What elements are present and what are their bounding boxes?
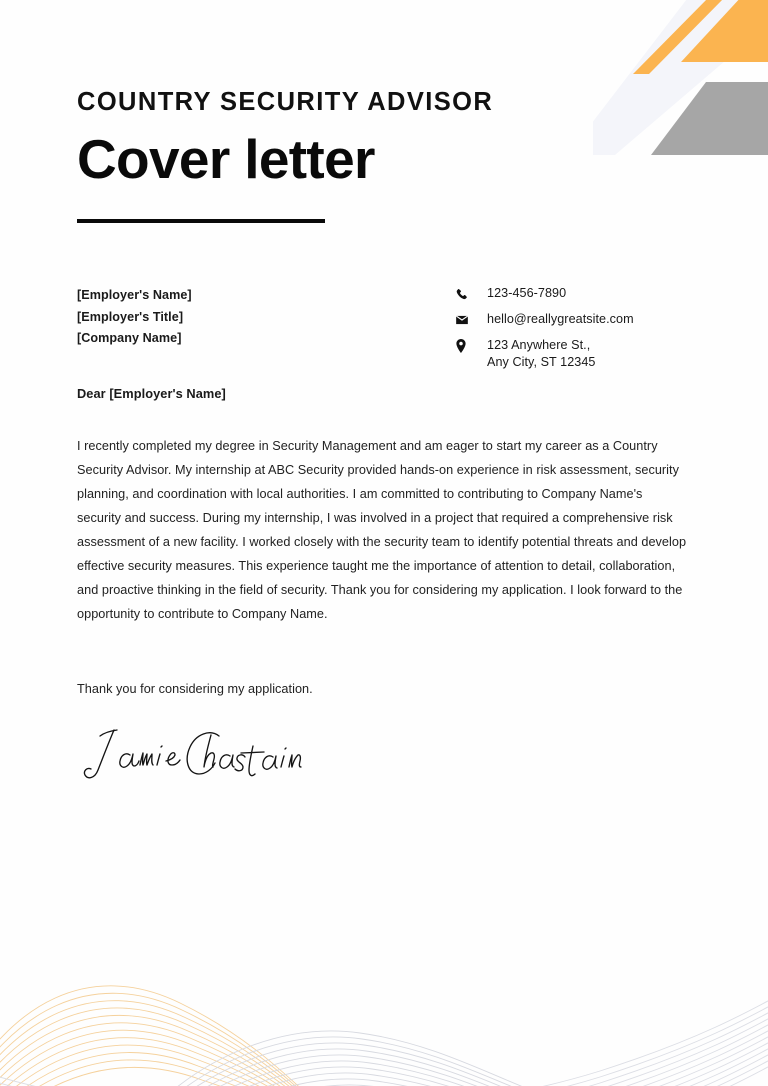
employer-title: [Employer's Title] xyxy=(77,309,184,324)
salutation: Dear [Employer's Name] xyxy=(77,386,226,401)
address-line-1: 123 Anywhere St., xyxy=(487,338,591,352)
gray-wave-lines xyxy=(150,1031,578,1086)
orange-thin-stripe xyxy=(633,0,727,74)
job-title-eyebrow: COUNTRY SECURITY ADVISOR xyxy=(77,88,494,116)
page-title: Cover letter xyxy=(77,128,375,191)
contact-address xyxy=(455,337,691,371)
employer-name: [Employer's Name] xyxy=(77,288,192,302)
title-divider xyxy=(77,219,325,223)
employer-company: [Company Name] xyxy=(77,331,182,346)
contact-block xyxy=(455,285,691,371)
map-pin-icon xyxy=(455,338,472,354)
bottom-wave-decoration xyxy=(0,911,768,1086)
letter-body: I recently completed my degree in Security Management and am eager to start my career as a Country Security Advisor. My internship at ABC Security provided hands-on experience in risk assessment, security planning, and coordination with local authorities. I am committed to contributing to Company Name's security and success. During my internship, I was involved in a project that required a comprehensive risk assessment of a new facility. I worked closely with the security team to identify potential threats and develop effective security measures. This experience taught me the importance of attention to detail, collaboration, and proactive thinking in the field of security. Thank you for considering my application. I look forward to the opportunity to contribute to Company Name. xyxy=(77,439,687,621)
phone-number[interactable]: 123-456-7890 xyxy=(487,286,567,300)
orange-wedge xyxy=(681,0,768,62)
letter-closing: Thank you for considering my application. xyxy=(77,682,313,696)
gray-sweep-lines xyxy=(0,989,768,1086)
phone-icon xyxy=(455,286,472,302)
info-row xyxy=(77,285,691,371)
orange-wave-lines xyxy=(0,986,342,1086)
letter-header xyxy=(77,88,697,223)
signature xyxy=(78,722,308,784)
envelope-icon xyxy=(455,312,472,328)
email-address[interactable]: hello@reallygreatsite.com xyxy=(487,312,634,326)
address-line-2: Any City, ST 12345 xyxy=(487,355,596,369)
contact-email xyxy=(455,311,691,328)
employer-address-block xyxy=(77,285,192,350)
postal-address xyxy=(487,337,595,371)
contact-phone xyxy=(455,285,691,302)
